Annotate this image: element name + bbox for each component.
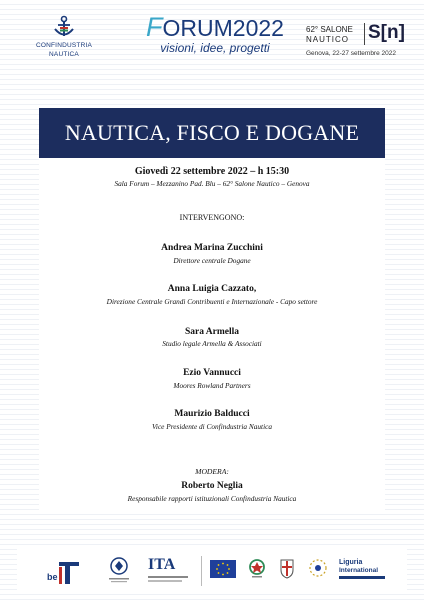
- genova-crest: [279, 558, 295, 585]
- anchor-icon: [51, 14, 77, 40]
- eu-flag: [210, 560, 236, 583]
- header: [0, 0, 424, 90]
- forum-word: ORUM: [162, 15, 233, 41]
- eu-flag-icon: [210, 560, 236, 578]
- ministry-emblem: [105, 556, 133, 591]
- forum-tagline: visioni, idee, progetti: [160, 41, 270, 55]
- speaker-name: Maurizio Balducci: [174, 409, 250, 419]
- confindustria-nautica-logo: [32, 14, 96, 58]
- salone-line1: 62° SALONE: [306, 25, 353, 34]
- liguria-region-icon: [305, 558, 331, 580]
- moderator-role: Responsabile rapporti istituzionali Confindustria Nautica: [127, 494, 297, 503]
- salone-line2: NAUTICO: [306, 35, 349, 44]
- event-date: Giovedì 22 settembre 2022 – h 15:30: [134, 166, 290, 177]
- speaker-role: Studio legale Armella & Associati: [162, 339, 262, 348]
- speaker-role: Direttore centrale Dogane: [173, 256, 251, 265]
- ita-logo: [148, 556, 188, 582]
- ministry-emblem-icon: [105, 556, 133, 586]
- moderator-name: Roberto Neglia: [181, 481, 243, 491]
- forum-title: [140, 14, 290, 41]
- ita-logo-line: [148, 576, 188, 578]
- forum-2022-logo: [140, 14, 290, 55]
- liguria-underline: [339, 576, 385, 579]
- italy-emblem-icon: [248, 558, 266, 580]
- speaker-name: Anna Luigia Cazzato,: [167, 284, 257, 294]
- sponsor-footer: [17, 548, 407, 594]
- speaker-name: Andrea Marina Zucchini: [161, 243, 263, 253]
- forum-initial: F: [146, 12, 163, 42]
- be-logo-text: be: [47, 572, 58, 582]
- italy-emblem: [248, 558, 266, 585]
- left-logo-line2: NAUTICA: [49, 51, 79, 58]
- speaker-name: Sara Armella: [184, 327, 240, 337]
- speaker-name: Ezio Vannucci: [183, 368, 241, 378]
- left-logo-line1: CONFINDUSTRIA: [35, 42, 93, 49]
- salone-date: Genova, 22-27 settembre 2022: [306, 50, 396, 57]
- moderator-heading: MODERA:: [195, 467, 229, 476]
- genova-crest-icon: [279, 558, 295, 580]
- liguria-international-text: International: [339, 567, 379, 574]
- liguria-region-logo: [305, 558, 331, 585]
- event-title: NAUTICA, FISCO E DOGANE: [64, 120, 360, 145]
- salone-mark: S[n]: [368, 22, 405, 43]
- title-banner: [39, 108, 385, 158]
- event-venue: Sala Forum – Mezzanino Pad. Blu – 62° Salone Nautico – Genova: [114, 179, 310, 188]
- speakers-heading: INTERVENGONO:: [179, 213, 245, 222]
- salone-divider: [364, 23, 365, 45]
- speaker-role: Moores Rowland Partners: [173, 381, 251, 390]
- liguria-text: Liguria: [339, 559, 363, 566]
- salone-nautico-logo: [306, 22, 416, 62]
- footer-divider: [201, 556, 202, 586]
- liguria-international-logo: [339, 559, 395, 579]
- speaker-role: Vice Presidente di Confindustria Nautica: [152, 422, 272, 431]
- ita-logo-text: ITA: [148, 556, 176, 573]
- ita-logo-line: [148, 580, 182, 582]
- forum-year: 2022: [232, 15, 284, 41]
- speaker-role: Direzione Centrale Grandi Contribuenti e Internazionale - Capo settore: [106, 297, 318, 306]
